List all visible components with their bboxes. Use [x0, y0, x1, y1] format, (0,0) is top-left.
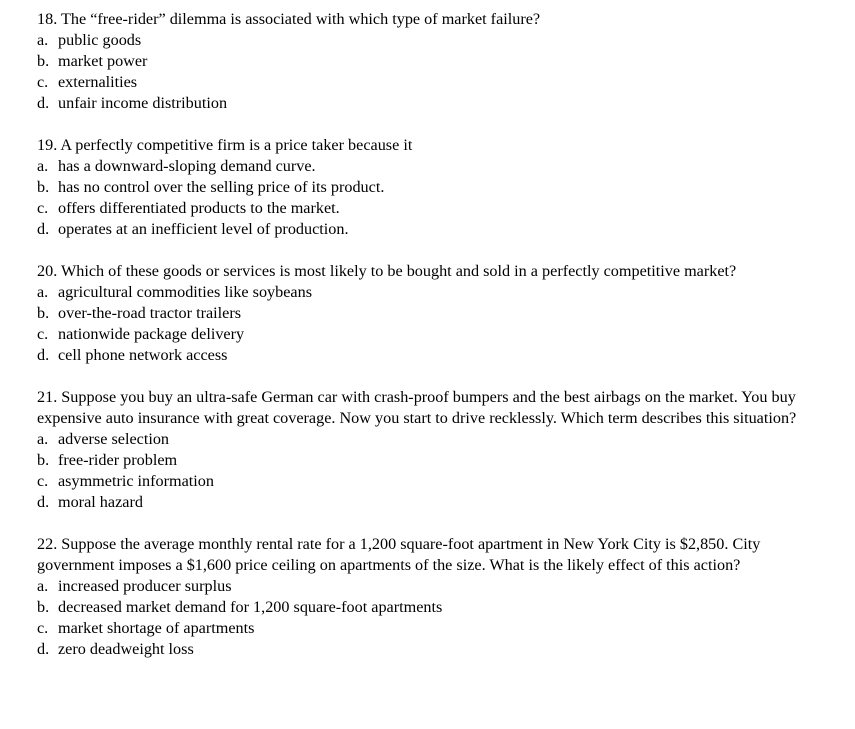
- option-text: cell phone network access: [58, 346, 228, 364]
- option-text: has a downward-sloping demand curve.: [58, 157, 316, 175]
- option-letter: b.: [37, 598, 50, 616]
- question-stem: 22. Suppose the average monthly rental rate for a 1,200 square-foot apartment in New York City is $2,850. City government imposes a $1,600 price ceiling on apartments of the size. What is the likely effect of this action?: [37, 535, 761, 574]
- option-text: market power: [58, 52, 148, 70]
- option-text: public goods: [58, 31, 142, 49]
- answer-option-b: [37, 597, 837, 618]
- question-stem: 21. Suppose you buy an ultra-safe German car with crash-proof bumpers and the best airbags on the market. You buy expensive auto insurance with great coverage. Now you start to drive recklessly. Which term describes this situation?: [37, 388, 797, 427]
- option-letter: b.: [37, 52, 50, 70]
- option-letter: b.: [37, 451, 50, 469]
- option-text: unfair income distribution: [58, 94, 228, 112]
- option-text: asymmetric information: [58, 472, 214, 490]
- answer-option-b: [37, 177, 837, 198]
- answer-option-d: [37, 93, 837, 114]
- option-letter: a.: [37, 283, 49, 301]
- option-letter: b.: [37, 178, 50, 196]
- option-text: adverse selection: [58, 430, 170, 448]
- answer-options: [37, 30, 837, 114]
- answer-option-d: [37, 219, 837, 240]
- option-text: operates at an inefficient level of production.: [58, 220, 349, 238]
- question-20: [37, 261, 837, 366]
- option-text: nationwide package delivery: [58, 325, 245, 343]
- option-letter: c.: [37, 472, 49, 490]
- answer-option-c: [37, 324, 837, 345]
- answer-option-a: [37, 576, 837, 597]
- option-letter: c.: [37, 619, 49, 637]
- option-letter: d.: [37, 94, 50, 112]
- answer-option-a: [37, 429, 837, 450]
- option-text: offers differentiated products to the market.: [58, 199, 340, 217]
- question-21: [37, 387, 837, 513]
- answer-option-c: [37, 72, 837, 93]
- answer-option-c: [37, 198, 837, 219]
- document-page: [37, 9, 837, 660]
- question-stem: 18. The “free-rider” dilemma is associated with which type of market failure?: [37, 10, 541, 28]
- answer-options: [37, 282, 837, 366]
- answer-option-a: [37, 30, 837, 51]
- question-19: [37, 135, 837, 240]
- answer-options: [37, 156, 837, 240]
- option-letter: d.: [37, 220, 50, 238]
- answer-option-d: [37, 345, 837, 366]
- option-letter: a.: [37, 31, 49, 49]
- answer-option-a: [37, 156, 837, 177]
- option-text: moral hazard: [58, 493, 143, 511]
- option-text: increased producer surplus: [58, 577, 232, 595]
- option-letter: c.: [37, 325, 49, 343]
- answer-option-b: [37, 51, 837, 72]
- answer-option-a: [37, 282, 837, 303]
- option-text: zero deadweight loss: [58, 640, 194, 658]
- option-letter: c.: [37, 73, 49, 91]
- option-letter: d.: [37, 493, 50, 511]
- option-text: free-rider problem: [58, 451, 178, 469]
- answer-option-c: [37, 618, 837, 639]
- answer-options: [37, 576, 837, 660]
- option-text: decreased market demand for 1,200 square-foot apartments: [58, 598, 443, 616]
- option-letter: d.: [37, 346, 50, 364]
- answer-option-b: [37, 303, 837, 324]
- option-letter: a.: [37, 157, 49, 175]
- option-letter: c.: [37, 199, 49, 217]
- answer-option-b: [37, 450, 837, 471]
- option-letter: a.: [37, 577, 49, 595]
- question-18: [37, 9, 837, 114]
- option-letter: b.: [37, 304, 50, 322]
- option-text: externalities: [58, 73, 138, 91]
- option-text: market shortage of apartments: [58, 619, 255, 637]
- answer-option-d: [37, 492, 837, 513]
- question-stem: 19. A perfectly competitive firm is a price taker because it: [37, 136, 413, 154]
- option-text: has no control over the selling price of its product.: [58, 178, 385, 196]
- answer-option-d: [37, 639, 837, 660]
- answer-option-c: [37, 471, 837, 492]
- question-22: [37, 534, 837, 660]
- option-letter: a.: [37, 430, 49, 448]
- option-text: over-the-road tractor trailers: [58, 304, 242, 322]
- question-stem: 20. Which of these goods or services is most likely to be bought and sold in a perfectly competitive market?: [37, 262, 737, 280]
- option-text: agricultural commodities like soybeans: [58, 283, 312, 301]
- answer-options: [37, 429, 837, 513]
- option-letter: d.: [37, 640, 50, 658]
